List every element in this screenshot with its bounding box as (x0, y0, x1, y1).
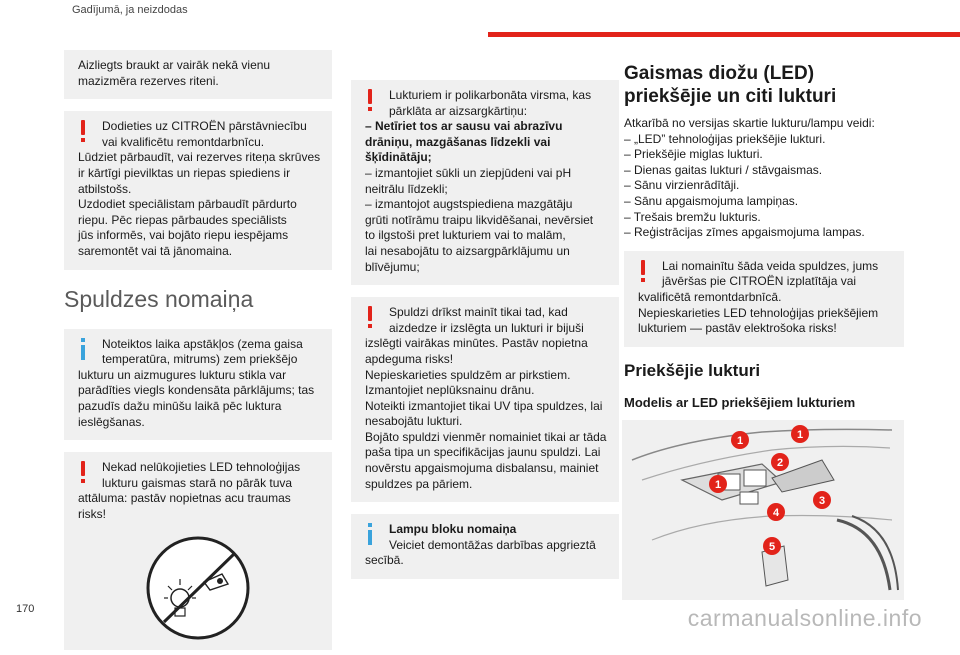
section-title (624, 62, 904, 108)
subsection-title: Priekšējie lukturi (624, 360, 761, 380)
text-line: to ilgstoši pret lukturiem vai to malām, (365, 228, 566, 243)
warning-box (64, 452, 332, 528)
led-eye-warning-image (64, 524, 332, 650)
car-front-led-diagram (622, 420, 902, 600)
text-line: Atkarībā no versijas skartie lukturu/lampu veidi: (624, 116, 875, 130)
note-box (64, 50, 332, 99)
text-line: Dodieties uz CITROËN pārstāvniecību (102, 119, 307, 134)
text-line: izslēgti vairākas minūtes. Pastāv nopietna (365, 336, 588, 351)
text-line: secībā. (365, 553, 404, 568)
list-item: – „LED” tehnoloģijas priekšējie lukturi. (624, 131, 826, 146)
text-line: Lai nomainītu šāda veida spuldzes, jums (662, 258, 879, 273)
column-2 (351, 80, 619, 591)
text-line: nesabojātu lukturi. (365, 414, 463, 429)
text-line: apdeguma risks! (365, 351, 454, 366)
text-line: Noteikti izmantojiet tikai UV tipa spuldzes, lai (365, 398, 603, 413)
text-line: vai kvalificētu remontdarbnīcu. (102, 134, 265, 149)
info-icon (78, 338, 88, 360)
warning-icon (78, 461, 88, 483)
text-line: pārklāta ar aizsargkārtiņu: (389, 103, 528, 118)
text-line: riepu. Pēc riepas pārbaudes speciālists (78, 212, 287, 227)
text-line: attāluma: pastāv nopietnas acu traumas risks! (78, 491, 291, 521)
callout-label: 3 (818, 494, 826, 507)
text-line: aizdedze ir izslēgta un lukturi ir bijuši (389, 320, 584, 335)
callout-label: 1 (736, 434, 744, 447)
model-title: Modelis ar LED priekšējiem lukturiem (624, 394, 856, 410)
watermark: carmanualsonline.info (687, 605, 922, 631)
text-line: Nepieskarieties spuldzēm ar pirkstiem. (365, 367, 571, 382)
text-line: Nepieskarieties LED tehnoloģijas priekšējiem (638, 305, 879, 320)
text-line: Uzdodiet speciālistam pārbaudīt pārdurto (78, 197, 297, 212)
callout-label: 1 (714, 478, 722, 491)
text-line: jūs informēs, vai bojāto riepu iespējams (78, 228, 289, 243)
text-line: saremontēt vai tā jānomaina. (78, 243, 233, 258)
text-line: blīvējumu; (365, 259, 420, 274)
text-line: Bojāto spuldzi vienmēr nomainiet tikai ar tāda (365, 429, 607, 444)
callout-label: 2 (776, 456, 784, 469)
text-line: novērstu apgaismojuma disbalansu, mainiet (365, 461, 599, 476)
list-item: – Priekšējie miglas lukturi. (624, 147, 763, 162)
text-line: ieslēgšanas. (78, 414, 145, 429)
text-line: – izmantojiet sūkli un ziepjūdeni vai pH (365, 165, 572, 180)
text-line: jāvēršas pie CITROËN izplatītāja vai (662, 274, 857, 289)
warning-box (64, 111, 332, 269)
list-item: – Sānu apgaismojuma lampiņas. (624, 193, 799, 208)
warning-box (351, 80, 619, 285)
no-look-led-icon (64, 524, 332, 650)
text-line: Nekad nelūkojieties LED tehnoloģijas (102, 460, 301, 475)
list-item: – Reģistrācijas zīmes apgaismojuma lampas. (624, 225, 865, 240)
text-line: mazizmēra rezerves riteni. (78, 73, 219, 88)
text-line-bold: drāniņu, mazgāšanas līdzekli vai (365, 134, 551, 149)
text-line: paša tipa un specifikācijas jaunu spuldzi. Lai (365, 445, 601, 460)
list-item: – Sānu virzienrādītāji. (624, 178, 740, 193)
text-line: lukturiem — pastāv elektrošoka risks! (638, 321, 837, 336)
text-line: Lukturiem ir polikarbonāta virsma, kas (389, 88, 592, 102)
text-line: pazudīs dažu minūšu laikā pēc luktura (78, 398, 282, 413)
page-number: 170 (16, 603, 35, 615)
text-line: temperatūra, mitrums) zem priekšējo (102, 352, 298, 367)
column-3 (624, 58, 904, 600)
info-box (351, 514, 619, 579)
callout-label: 4 (772, 506, 780, 519)
text-line: Lūdziet pārbaudīt, vai rezerves riteņa skrūves (78, 150, 321, 165)
text-line-bold: šķīdinātāju; (365, 150, 432, 165)
list-item: – Trešais bremžu lukturis. (624, 209, 761, 224)
callout-label: 5 (768, 540, 776, 553)
text-line: Veiciet demontāžas darbības apgrieztā (389, 537, 596, 552)
list-item: – Dienas gaitas lukturi / stāvgaismas. (624, 162, 823, 177)
info-icon (365, 523, 375, 545)
text-line: atbilstošs. (78, 181, 132, 196)
text-line: parādīties viegls kondensāta pārklājums; tas (78, 383, 315, 398)
warning-icon (638, 260, 648, 282)
column-1 (64, 50, 332, 650)
text-line: Noteiktos laika apstākļos (zema gaisa (102, 336, 303, 351)
title-line: priekšējie un citi lukturi (624, 86, 837, 107)
bulb-types-list (624, 116, 904, 241)
callout-label: 1 (796, 428, 804, 441)
text-line: ir kārtīgi pievilktas un riepas spiediens ir (78, 165, 291, 180)
warning-icon (78, 120, 88, 142)
headlamp-diagram (622, 420, 904, 600)
text-line: lai nesabojātu to aizsargpārklājumu un (365, 243, 570, 258)
text-line: spuldzes pa pāriem. (365, 476, 473, 491)
text-line-bold: – Netīriet tos ar sausu vai abrazīvu (365, 119, 563, 134)
warning-icon (365, 306, 375, 328)
warning-icon (365, 89, 375, 111)
warning-box (351, 297, 619, 502)
text-line: lukturu gaismas starā no pārāk tuva (102, 475, 293, 490)
header-accent-bar (488, 32, 960, 37)
title-line: Gaismas diožu (LED) (624, 63, 815, 84)
text-line: Aizliegts braukt ar vairāk nekā vienu (78, 58, 271, 72)
text-line: Izmantojiet neplūksnainu drānu. (365, 383, 535, 398)
text-line: neitrālu līdzekli; (365, 181, 448, 196)
info-box (64, 329, 332, 441)
text-line: Spuldzi drīkst mainīt tikai tad, kad (389, 305, 568, 320)
warning-box (624, 251, 904, 347)
running-header: Gadījumā, ja neizdodas (72, 4, 188, 16)
text-line: – izmantojot augstspiediena mazgātāju (365, 197, 573, 212)
text-line: grūti notīrāmu traipu likvidēšanai, nevērsiet (365, 212, 594, 227)
text-line: lukturu un aizmugures lukturu stikla var (78, 367, 287, 382)
info-title: Lampu bloku nomaiņa (389, 522, 517, 537)
text-line: kvalificētā remontdarbnīcā. (638, 289, 782, 304)
section-title: Spuldzes nomaiņa (64, 285, 254, 312)
